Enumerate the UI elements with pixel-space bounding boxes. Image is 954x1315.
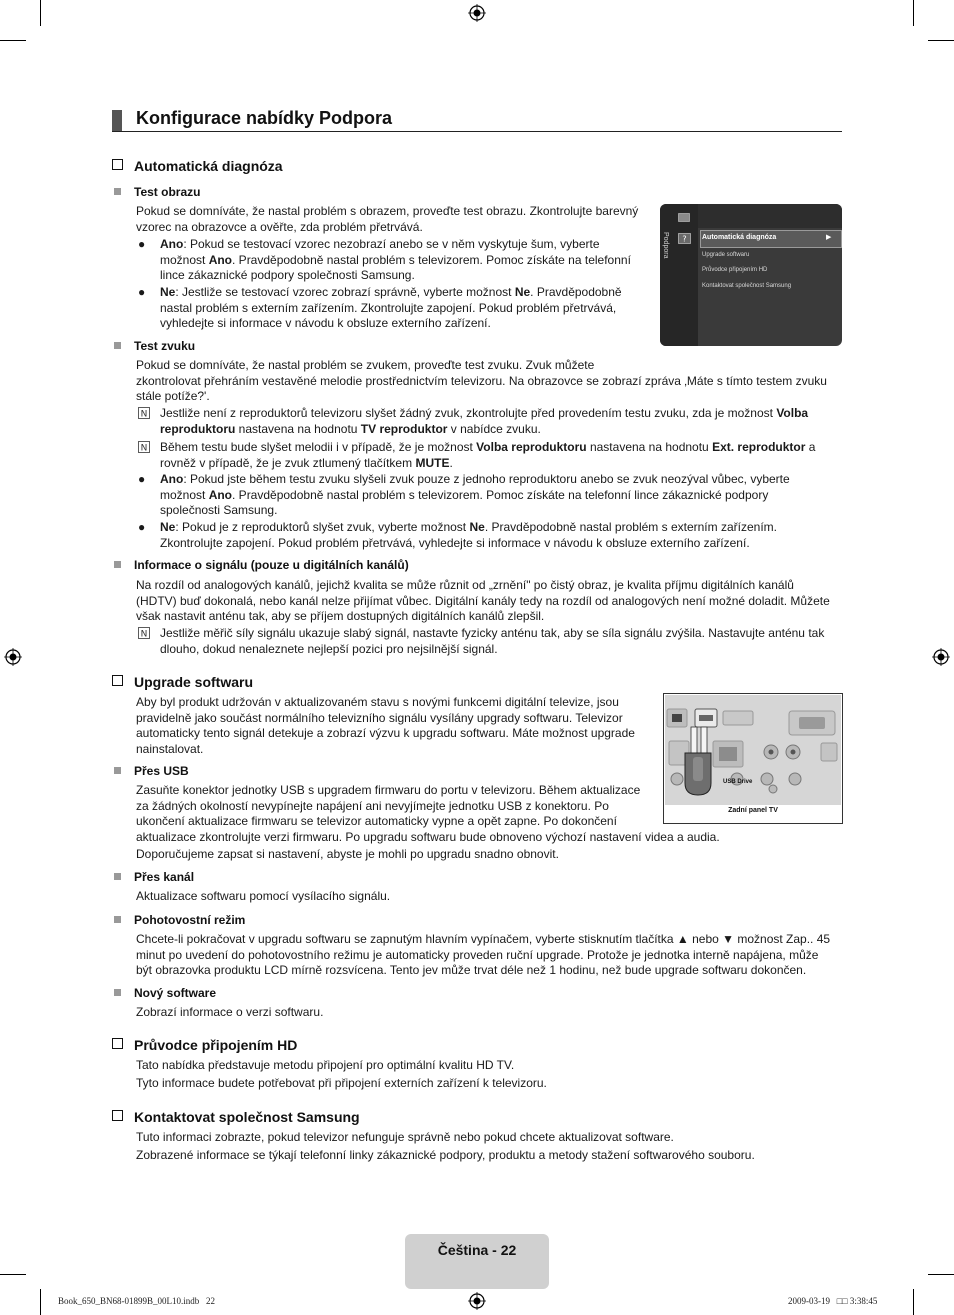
checkbox-bullet-icon <box>112 159 123 170</box>
paragraph: Pokud se domníváte, že nastal problém s obrazem, proveďte test obrazu. Zkontrolujte barevný vzorec na obrazovce a ověřte, zda problém přetrvává. <box>136 204 639 234</box>
paragraph: Tato nabídka představuje metodu připojení pro optimální kvalitu HD TV. <box>136 1058 515 1072</box>
checkbox-bullet-icon <box>112 675 123 686</box>
osd-header <box>698 204 842 228</box>
square-bullet-icon <box>114 342 121 349</box>
crop-mark <box>0 40 26 41</box>
note-text: Jestliže měřič síly signálu ukazuje slabý signál, nastavte fyzicky anténu tak, aby se síla signálu zvýšila. Nastavujte anténu tak dlouho, dokud nenaleznete nejlepší pozici pro nejsilnější signál. <box>160 626 825 656</box>
bullet-dot-icon: ● <box>138 520 146 534</box>
bullet-dot-icon: ● <box>138 472 146 486</box>
usb-drive-label: USB Drive <box>723 779 753 785</box>
subheading-test-zvuku: Test zvuku <box>114 339 195 353</box>
crop-mark <box>928 40 954 41</box>
paragraph: Aktualizace softwaru pomocí vysílacího signálu. <box>136 889 391 903</box>
support-question-icon <box>678 233 691 244</box>
tv-rear-panel-illustration <box>665 695 841 805</box>
crop-mark <box>928 1274 954 1275</box>
note-text: Během testu bude slyšet melodii i v případě, že je možnost Volba reproduktoru nastavena na hodnotu Ext. reproduktor a rovněž v případě, že je zvuk ztlumený tlačítkem MUTE. <box>160 440 816 470</box>
osd-item-hd-guide[interactable]: Průvodce připojením HD <box>702 267 768 273</box>
osd-sidebar <box>660 204 698 346</box>
registration-mark-icon <box>468 1292 486 1310</box>
note-icon <box>138 441 150 453</box>
note-text: Jestliže není z reproduktorů televizoru slyšet žádný zvuk, zkontrolujte před provedením testu zvuku, zda je možnost Volba reproduktoru nastavena na hodnotu TV reproduktor v nabídce zvuku. <box>160 406 809 436</box>
square-bullet-icon <box>114 873 121 880</box>
paragraph: Na rozdíl od analogových kanálů, jejichž kvalita se může různit od „zrnění" po čistý obraz, je kvalita příjmu digitálních kanálů (HDTV) buď dokonalá, nebo kanál nelze přijímat vůbec. Digitální kanály tedy na rozdíl od analogových není možné doladit. Můžete však nastavit anténu tak, aby se příjem dostupných digitálních kanálů zlepšil. <box>136 578 830 623</box>
paragraph: Aby byl produkt udržován v aktualizovaném stavu s novými funkcemi digitální televize, jsou pravidelně jako součást normálního televizního signálu vysílány upgrady softwaru. Televizor automaticky tento signál detekuje a zobrazí výzvu k upgradu softwaru. Máte možnost upgrade nainstalovat. <box>136 695 635 756</box>
paragraph: Tyto informace budete potřebovat při připojení externích zařízení k televizoru. <box>136 1076 547 1090</box>
svg-text:N: N <box>140 409 148 419</box>
subheading-test-obrazu: Test obrazu <box>114 185 200 199</box>
paragraph: Zasuňte konektor jednotky USB s upgradem firmwaru do portu v televizoru. Během aktualizace za žádných okolností nevypínejte napájení ani nevyjímejte jednotku USB z konektoru. Po ukončení aktualizace firmwaru se televizor automaticky vypne a opět zapne. Po dokončení aktualizace zkontrolujte verzi firmwaru. Po upgradu softwaru bude obnoveno výchozí nastavení videa a audia. Doporučujeme zapsat si nastavení, abyste je mohli po upgradu snadno obnovit. <box>136 783 720 861</box>
subheading-kanal: Přes kanál <box>114 870 194 884</box>
osd-side-label: Podpora <box>662 232 669 259</box>
svg-text:N: N <box>140 443 148 453</box>
subheading-usb: Přes USB <box>114 764 189 778</box>
footer-timestamp: 2009-03-19 □□ 3:38:45 <box>788 1296 878 1306</box>
crop-mark <box>913 0 914 26</box>
crop-mark <box>40 0 41 26</box>
note-icon <box>138 407 150 419</box>
tv-rear-panel-image <box>665 695 841 805</box>
title-accent-bar <box>112 110 122 131</box>
square-bullet-icon <box>114 989 121 996</box>
registration-mark-icon <box>932 648 950 666</box>
checkbox-bullet-icon <box>112 1038 123 1049</box>
osd-item-contact[interactable]: Kontaktovat společnost Samsung <box>702 283 792 289</box>
subheading-signal-info: Informace o signálu (pouze u digitálních kanálů) <box>114 558 409 572</box>
footer-file-info: Book_650_BN68-01899B_00L10.indb 22 <box>58 1296 216 1306</box>
subheading-novy-software: Nový software <box>114 986 216 1000</box>
paragraph: Zobrazí informace o verzi softwaru. <box>136 1005 324 1019</box>
subheading-standby: Pohotovostní režim <box>114 913 245 927</box>
square-bullet-icon <box>114 188 121 195</box>
registration-mark-icon <box>468 4 486 22</box>
section-contact: Kontaktovat společnost Samsung <box>112 1109 360 1125</box>
paragraph: Tuto informaci zobrazte, pokud televizor nefunguje správně nebo pokud chcete aktualizovat software. <box>136 1130 674 1144</box>
page-number: Čeština - 22 <box>437 1242 517 1258</box>
square-bullet-icon <box>114 767 121 774</box>
svg-text:?: ? <box>682 234 687 244</box>
section-upgrade: Upgrade softwaru <box>112 674 253 690</box>
registration-mark-icon <box>4 648 22 666</box>
support-menu-screenshot <box>660 204 842 346</box>
osd-menu-icon <box>678 213 690 222</box>
bullet-dot-icon: ● <box>138 237 146 251</box>
figure-caption: Zadní panel TV <box>728 807 778 814</box>
osd-arrow-right-icon: ▶ <box>826 234 832 241</box>
paragraph: Chcete-li pokračovat v upgradu softwaru se zapnutým hlavním vypínačem, vyberte stisknutím tlačítka ▲ nebo ▼ možnost Zap.. 45 minut po uvedení do pohotovostního režimu je automaticky proveden ruční upgrade. Protože je jednotka interně napájena, může být obrazovka produktu LCD mírně rozsvícena. Tento jev může trvat déle než 1 hodinu, než bude upgrade softwaru dokončen. <box>136 932 831 977</box>
bullet-dot-icon: ● <box>138 285 146 299</box>
osd-item-auto-diagnosis[interactable]: Automatická diagnóza <box>702 234 777 241</box>
crop-mark <box>913 1289 914 1315</box>
crop-mark <box>40 1289 41 1315</box>
square-bullet-icon <box>114 916 121 923</box>
tv-rear-panel-figure <box>663 693 843 824</box>
osd-item-upgrade[interactable]: Upgrade softwaru <box>702 252 750 258</box>
svg-text:N: N <box>140 629 148 639</box>
paragraph: Pokud se domníváte, že nastal problém se zvukem, proveďte test zvuku. Zvuk můžete zkontrolovat přehráním vestavěné melodie prostřednictvím televizoru. Na obrazovce se zobrazí zpráva ‚Máte s tímto testem zvuku stále potíže?'. <box>136 358 827 403</box>
section-auto-diagnosis: Automatická diagnóza <box>112 158 283 174</box>
page-title: Konfigurace nabídky Podpora <box>136 108 393 128</box>
paragraph: Zobrazené informace se týkají telefonní linky zákaznické podpory, produktu a metody stažení softwarového souboru. <box>136 1148 755 1162</box>
section-hd-guide: Průvodce připojením HD <box>112 1037 297 1053</box>
checkbox-bullet-icon <box>112 1110 123 1121</box>
crop-mark <box>0 1274 26 1275</box>
square-bullet-icon <box>114 561 121 568</box>
title-divider <box>112 131 842 132</box>
note-icon <box>138 627 150 639</box>
